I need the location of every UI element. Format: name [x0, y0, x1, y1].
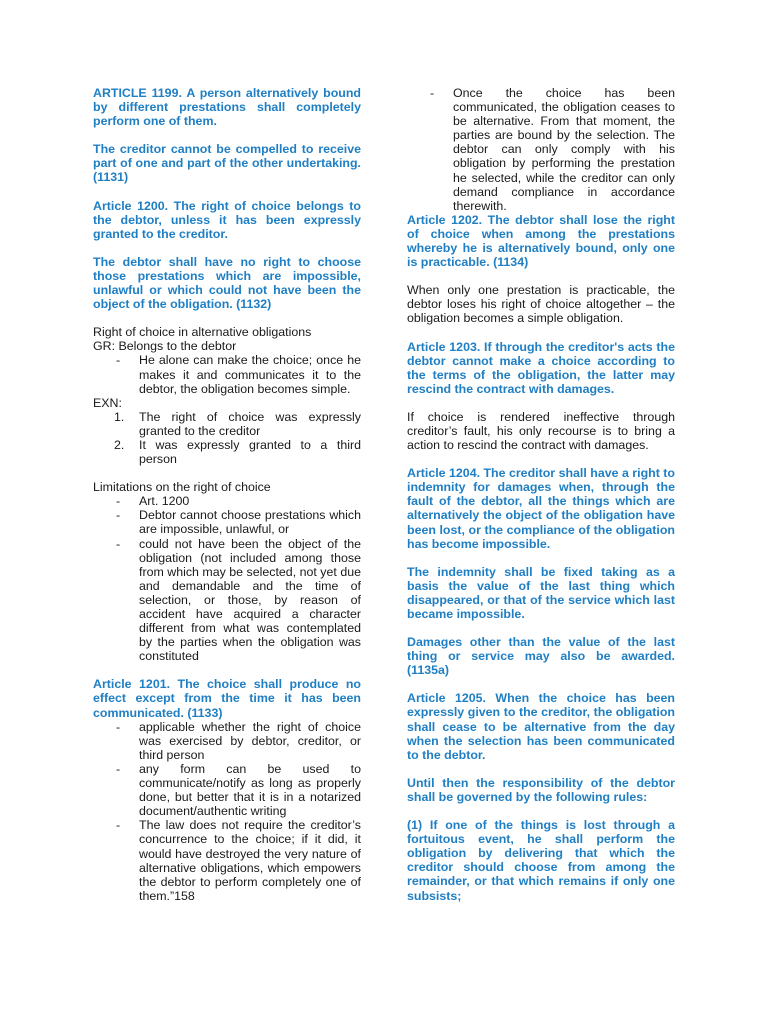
list-item-text: could not have been the object of the obligation (not included among those from which may be selected, not yet due and demandable and the time of selection, or those, by reason of accident have acquired a character different from what was contemplated by the parties when the obligation was constituted	[139, 536, 361, 664]
article-1204-paragraph-2: The indemnity shall be fixed taking as a basis the value of the last thing which disappeared, or that of the service which last became impossible.	[407, 564, 675, 621]
dash-bullet: -	[116, 494, 121, 509]
list-item-text: The law does not require the creditor’s concurrence to the choice; if it did, it would have destroyed the very nature of alternative obligations, which empowers the debtor to perform completely one of them.”158	[139, 818, 361, 903]
list-item-text: any form can be used to communicate/notify as long as properly done, but better that it is in a notarized document/authentic writing	[139, 761, 361, 819]
general-rule-list	[93, 353, 361, 395]
list-item	[93, 508, 361, 536]
item-number: 1.	[114, 409, 125, 424]
exception-label: EXN:	[93, 395, 122, 410]
list-item-text: The right of choice was expressly granted to the creditor	[139, 409, 361, 438]
list-item-text: applicable whether the right of choice was exercised by debtor, creditor, or third person	[139, 719, 361, 762]
dash-bullet: -	[116, 353, 121, 368]
article-1202: Article 1202. The debtor shall lose the right of choice when among the prestations whereby he is alternatively bound, only one is practicable. (1134)	[407, 212, 675, 270]
list-item-text: It was expressly granted to a third person	[139, 437, 361, 467]
dash-bullet: -	[116, 508, 121, 523]
right-column	[407, 86, 675, 917]
right-of-choice-notes	[93, 325, 361, 466]
list-item	[93, 537, 361, 664]
article-1205: Article 1205. When the choice has been expressly given to the creditor, the obligation shall cease to be alternative from the day when the selection has been communicated to the debtor.	[407, 691, 675, 762]
list-item	[93, 353, 361, 395]
list-item	[93, 410, 361, 438]
article-1202-note: When only one prestation is practicable, the debtor loses his right of choice altogether – the obligation becomes a simple obligation.	[407, 283, 675, 326]
article-1204: Article 1204. The creditor shall have a right to indemnity for damages when, through the fault of the debtor, all the things which are alternatively the object of the obligation have been lost, or the compliance of the obligation has become impossible.	[407, 466, 675, 551]
list-item	[93, 720, 361, 762]
limitations-list	[93, 494, 361, 663]
list-item	[93, 818, 361, 903]
dash-bullet: -	[116, 719, 121, 734]
list-item	[93, 762, 361, 818]
list-item-text: He alone can make the choice; once he makes it and communicates it to the debtor, the obligation becomes simple.	[139, 353, 361, 396]
limitations-title: Limitations on the right of choice	[93, 480, 271, 495]
list-item	[93, 438, 361, 466]
dash-bullet: -	[116, 536, 121, 551]
list-item	[407, 86, 675, 213]
exception-list	[93, 410, 361, 466]
dash-bullet: -	[430, 86, 435, 100]
article-1203: Article 1203. If through the creditor's acts the debtor cannot make a choice according to the terms of the obligation, the latter may rescind the contract with damages.	[407, 339, 675, 396]
item-number: 2.	[114, 437, 125, 452]
dash-bullet: -	[116, 761, 121, 776]
limitations-notes	[93, 480, 361, 663]
article-1205-paragraph-2: Until then the responsibility of the debtor shall be governed by the following rules:	[407, 775, 675, 804]
article-1205-rule-1: (1) If one of the things is lost through a fortuitous event, he shall perform the obligation by delivering that which the creditor should choose from among the remainder, or that which remains if only one subsists;	[407, 818, 675, 903]
article-1201-notes	[93, 720, 361, 903]
left-column	[93, 86, 361, 903]
article-1200: Article 1200. The right of choice belongs to the debtor, unless it has been expressly granted to the creditor.	[93, 198, 361, 241]
article-1204-paragraph-3: Damages other than the value of the last thing or service may also be awarded. (1135a)	[407, 635, 675, 678]
article-1200-paragraph-2: The debtor shall have no right to choose those prestations which are impossible, unlawful or which could not have been the object of the obligation. (1132)	[93, 254, 361, 312]
dash-bullet: -	[116, 818, 121, 833]
general-rule-line: GR: Belongs to the debtor	[93, 339, 237, 354]
article-1199-paragraph-2: The creditor cannot be compelled to receive part of one and part of the other undertaking. (1131)	[93, 142, 361, 185]
article-1203-note: If choice is rendered ineffective through creditor’s fault, his only recourse is to bring a action to rescind the contract with damages.	[407, 409, 675, 453]
list-item-text: Once the choice has been communicated, the obligation ceases to be alternative. From that moment, the parties are bound by the selection. The debtor can only comply with his obligation by performing the prestation he selected, while the creditor can only demand compliance in accordance therewith.	[453, 86, 675, 213]
list-item	[93, 494, 361, 508]
article-1201: Article 1201. The choice shall produce no effect except from the time it has been communicated. (1133)	[93, 677, 361, 720]
right-of-choice-title: Right of choice in alternative obligations	[93, 325, 312, 340]
continued-notes	[407, 86, 675, 213]
article-1199: ARTICLE 1199. A person alternatively bound by different prestations shall completely perform one of them.	[93, 86, 361, 129]
list-item-text: Art. 1200	[139, 494, 190, 509]
list-item-text: Debtor cannot choose prestations which are impossible, unlawful, or	[139, 508, 361, 537]
